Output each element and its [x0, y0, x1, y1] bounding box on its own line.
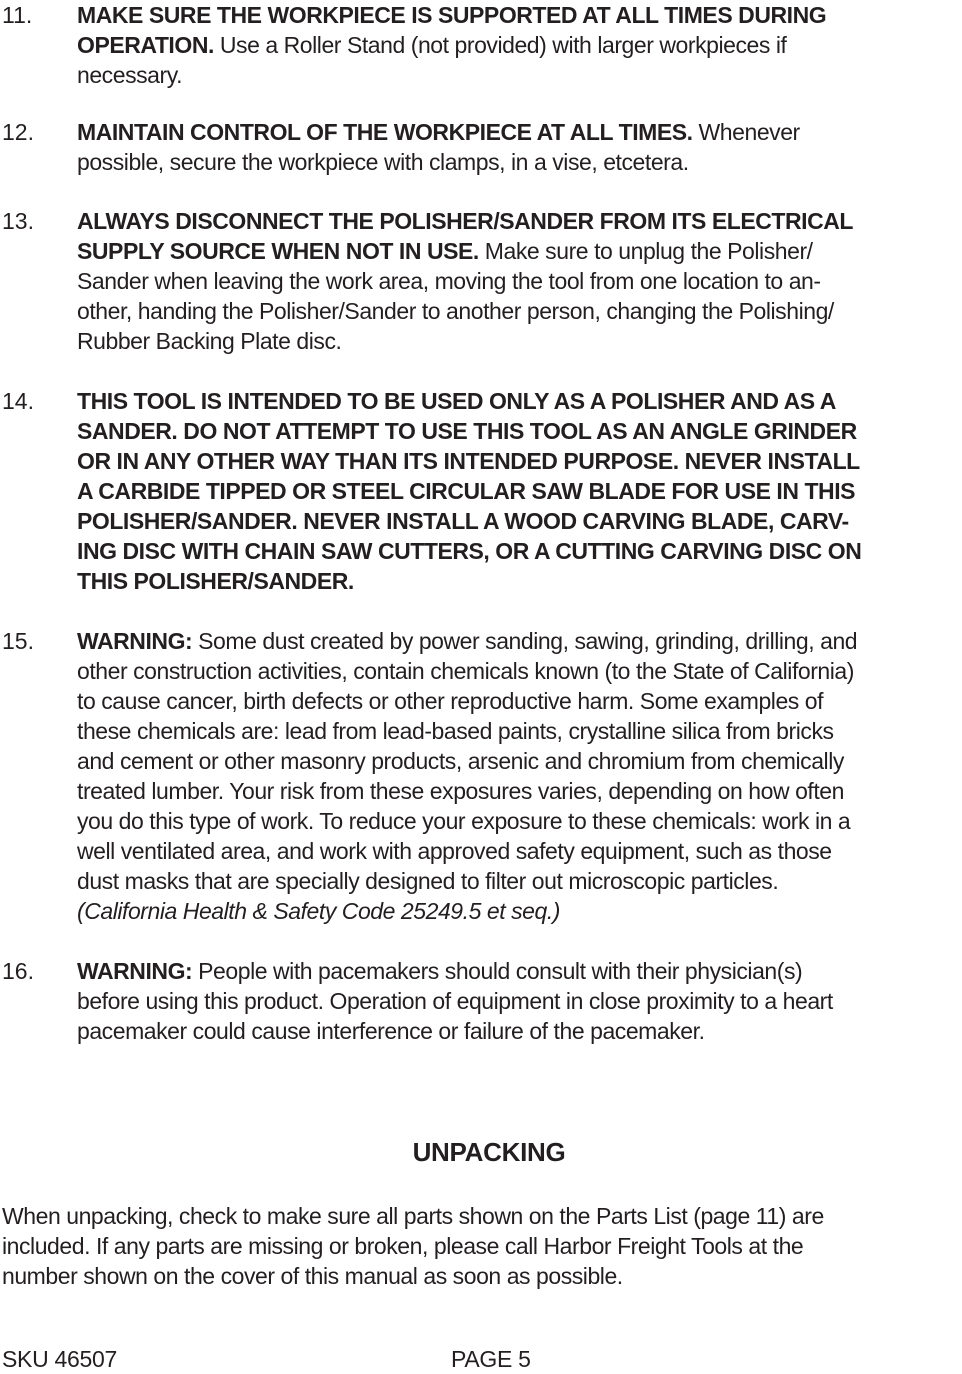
- citation-text: (California Health & Safety Code 25249.5 et seq.): [77, 898, 560, 924]
- text: well ventilated area, and work with approved safety equipment, such as those: [77, 838, 832, 864]
- item-body: [77, 0, 962, 90]
- item-number: 16.: [2, 958, 34, 984]
- text: other construction activities, contain chemicals known (to the State of California): [77, 658, 854, 684]
- item-body: [77, 206, 962, 356]
- paragraph-line: When unpacking, check to make sure all parts shown on the Parts List (page 11) are: [2, 1203, 824, 1229]
- text: dust masks that are specially designed to filter out microscopic particles.: [77, 868, 779, 894]
- unpacking-paragraph: [2, 1201, 824, 1291]
- footer-page-number: PAGE 5: [451, 1346, 531, 1372]
- text: pacemaker could cause interference or failure of the pacemaker.: [77, 1018, 705, 1044]
- item-body: [77, 386, 962, 596]
- text: treated lumber. Your risk from these exposures varies, depending on how often: [77, 778, 844, 804]
- item-body: [77, 117, 962, 177]
- text: Use a Roller Stand (not provided) with larger workpieces if: [213, 32, 787, 58]
- item-number: 15.: [2, 628, 34, 654]
- bold-text: POLISHER/SANDER. NEVER INSTALL A WOOD CARVING BLADE, CARV-: [77, 508, 849, 534]
- bold-text: THIS TOOL IS INTENDED TO BE USED ONLY AS A POLISHER AND AS A: [77, 388, 836, 414]
- bold-text: OR IN ANY OTHER WAY THAN ITS INTENDED PURPOSE. NEVER INSTALL: [77, 448, 860, 474]
- text: People with pacemakers should consult with their physician(s): [192, 958, 803, 984]
- text: before using this product. Operation of equipment in close proximity to a heart: [77, 988, 833, 1014]
- text: necessary.: [77, 62, 183, 88]
- bold-text: SUPPLY SOURCE WHEN NOT IN USE.: [77, 238, 479, 264]
- item-body: [77, 956, 962, 1046]
- item-number: 13.: [2, 208, 34, 234]
- text: Sander when leaving the work area, moving the tool from one location to an-: [77, 268, 821, 294]
- bold-text: MAINTAIN CONTROL OF THE WORKPIECE AT ALL TIMES.: [77, 119, 693, 145]
- text: Some dust created by power sanding, sawing, grinding, drilling, and: [192, 628, 858, 654]
- bold-text: WARNING:: [77, 958, 193, 984]
- bold-text: SANDER. DO NOT ATTEMPT TO USE THIS TOOL AS AN ANGLE GRINDER: [77, 418, 857, 444]
- bold-text: OPERATION.: [77, 32, 214, 58]
- bold-text: A CARBIDE TIPPED OR STEEL CIRCULAR SAW BLADE FOR USE IN THIS: [77, 478, 856, 504]
- text: and cement or other masonry products, arsenic and chromium from chemically: [77, 748, 844, 774]
- section-heading-unpacking: UNPACKING: [412, 1137, 566, 1167]
- text: Make sure to unplug the Polisher/: [478, 238, 813, 264]
- text: Whenever: [692, 119, 800, 145]
- text: these chemicals are: lead from lead-based paints, crystalline silica from bricks: [77, 718, 834, 744]
- bold-text: ALWAYS DISCONNECT THE POLISHER/SANDER FROM ITS ELECTRICAL: [77, 208, 853, 234]
- item-body: [77, 626, 962, 926]
- text: to cause cancer, birth defects or other reproductive harm. Some examples of: [77, 688, 824, 714]
- item-number: 11.: [2, 2, 33, 28]
- text: Rubber Backing Plate disc.: [77, 328, 342, 354]
- paragraph-line: number shown on the cover of this manual as soon as possible.: [2, 1263, 623, 1289]
- paragraph-line: included. If any parts are missing or broken, please call Harbor Freight Tools at the: [2, 1233, 804, 1259]
- text: other, handing the Polisher/Sander to another person, changing the Polishing/: [77, 298, 834, 324]
- text: possible, secure the workpiece with clamps, in a vise, etcetera.: [77, 149, 689, 175]
- bold-text: ING DISC WITH CHAIN SAW CUTTERS, OR A CUTTING CARVING DISC ON: [77, 538, 862, 564]
- text: you do this type of work. To reduce your exposure to these chemicals: work in a: [77, 808, 851, 834]
- bold-text: WARNING:: [77, 628, 193, 654]
- footer-sku: SKU 46507: [2, 1346, 117, 1372]
- item-number: 12.: [2, 119, 34, 145]
- item-number: 14.: [2, 388, 34, 414]
- bold-text: THIS POLISHER/SANDER.: [77, 568, 354, 594]
- bold-text: MAKE SURE THE WORKPIECE IS SUPPORTED AT ALL TIMES DURING: [77, 2, 827, 28]
